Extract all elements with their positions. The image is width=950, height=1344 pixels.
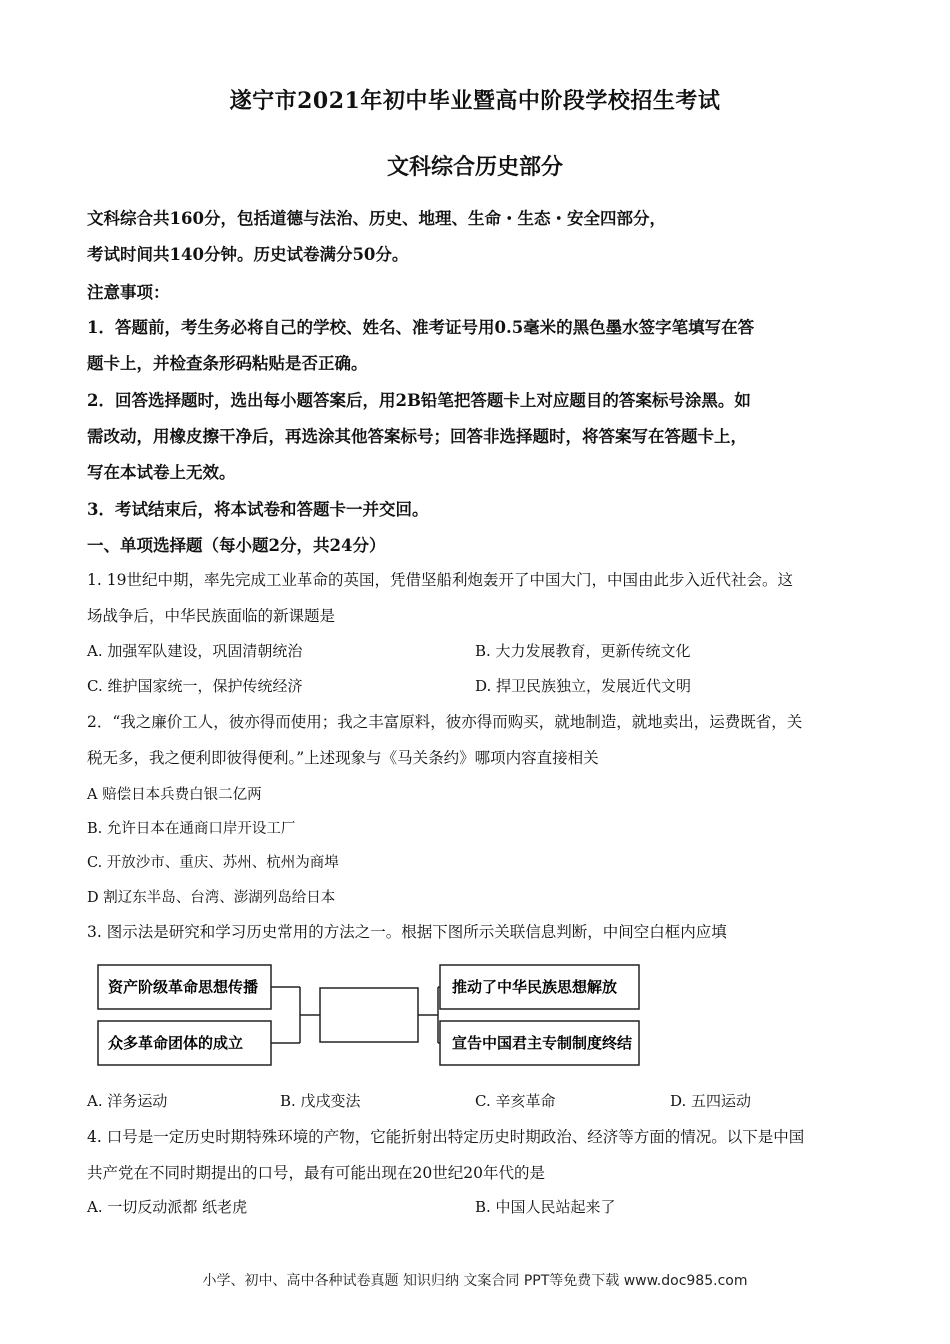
q2-option-c: C. 开放沙市、重庆、苏州、杭州为商埠 (87, 855, 339, 871)
q3-stem: 3. 图示法是研究和学习历史常用的方法之一。根据下图所示关联信息判断，中间空白框内应填 (87, 923, 727, 941)
q4-option-b: B. 中国人民站起来了 (475, 1198, 616, 1216)
notice-2b: 需改动，用橡皮擦干净后，再选涂其他答案标号；回答非选择题时，将答案写在答题卡上， (87, 427, 747, 446)
diagram-blank-box (320, 988, 418, 1042)
intro-line-1: 文科综合共160分，包括道德与法治、历史、地理、生命・生态・安全四部分， (87, 209, 666, 228)
q1-stem-a: 1. 19世纪中期，率先完成工业革命的英国，凭借坚船利炮轰开了中国大门，中国由此步入近代社会。这 (87, 571, 793, 589)
q1-option-c: C. 维护国家统一，保护传统经济 (87, 677, 303, 695)
notice-3: 3．考试结束后，将本试卷和答题卡一并交回。 (87, 500, 429, 519)
notice-2a: 2．回答选择题时，选出每小题答案后，用2B铅笔把答题卡上对应题目的答案标号涂黑。如 (87, 391, 751, 410)
diagram-right-top-label: 推动了中华民族思想解放 (452, 978, 618, 996)
exam-subtitle: 文科综合历史部分 (386, 154, 563, 180)
q2-option-a: A 赔偿日本兵费白银二亿两 (87, 787, 262, 803)
q3-option-b: B. 戊戌变法 (280, 1092, 361, 1110)
diagram-right-bottom-label: 宣告中国君主专制制度终结 (452, 1034, 633, 1052)
q1-option-d: D. 捍卫民族独立，发展近代文明 (475, 677, 692, 695)
q3-option-d: D. 五四运动 (670, 1092, 752, 1110)
q4-option-a: A. 一切反动派都 纸老虎 (87, 1198, 248, 1216)
notice-1b: 题卡上，并检查条形码粘贴是否正确。 (87, 354, 368, 373)
q3-option-c: C. 辛亥革命 (475, 1092, 556, 1110)
q3-option-a: A. 洋务运动 (87, 1092, 168, 1110)
exam-title: 遂宁市2021年初中毕业暨高中阶段学校招生考试 (229, 88, 721, 114)
q2-stem-a: 2．“我之廉价工人，彼亦得而使用；我之丰富原料，彼亦得而购买，就地制造，就地卖出，运费既省，关 (87, 713, 803, 731)
q1-stem-b: 场战争后，中华民族面临的新课题是 (87, 607, 336, 625)
q4-stem-a: 4. 口号是一定历史时期特殊环境的产物，它能折射出特定历史时期政治、经济等方面的情况。以下是中国 (87, 1128, 805, 1146)
page-footer: 小学、初中、高中各种试卷真题 知识归纳 文案合同 PPT等免费下载 www.doc985.com (202, 1273, 748, 1289)
q2-option-b: B. 允许日本在通商口岸开设工厂 (87, 821, 296, 837)
diagram-left-bottom-label: 众多革命团体的成立 (108, 1034, 244, 1052)
section-heading: 一、单项选择题（每小题2分，共24分） (87, 536, 386, 555)
q3-relation-diagram (96, 962, 656, 1072)
notice-2c: 写在本试卷上无效。 (87, 463, 236, 482)
q2-stem-b: 税无多，我之便利即彼得便利。”上述现象与《马关条约》哪项内容直接相关 (87, 749, 599, 767)
q2-option-d: D 割辽东半岛、台湾、澎湖列岛给日本 (87, 890, 336, 906)
q1-option-b: B. 大力发展教育，更新传统文化 (475, 642, 691, 660)
intro-line-2: 考试时间共140分钟。历史试卷满分50分。 (87, 245, 409, 264)
notice-title: 注意事项： (87, 283, 170, 302)
diagram-left-top-label: 资产阶级革命思想传播 (108, 978, 259, 996)
notice-1a: 1．答题前，考生务必将自己的学校、姓名、准考证号用0.5毫米的黑色墨水签字笔填写在答 (87, 318, 755, 337)
q4-stem-b: 共产党在不同时期提出的口号，最有可能出现在20世纪20年代的是 (87, 1164, 545, 1182)
q1-option-a: A. 加强军队建设，巩固清朝统治 (87, 642, 303, 660)
